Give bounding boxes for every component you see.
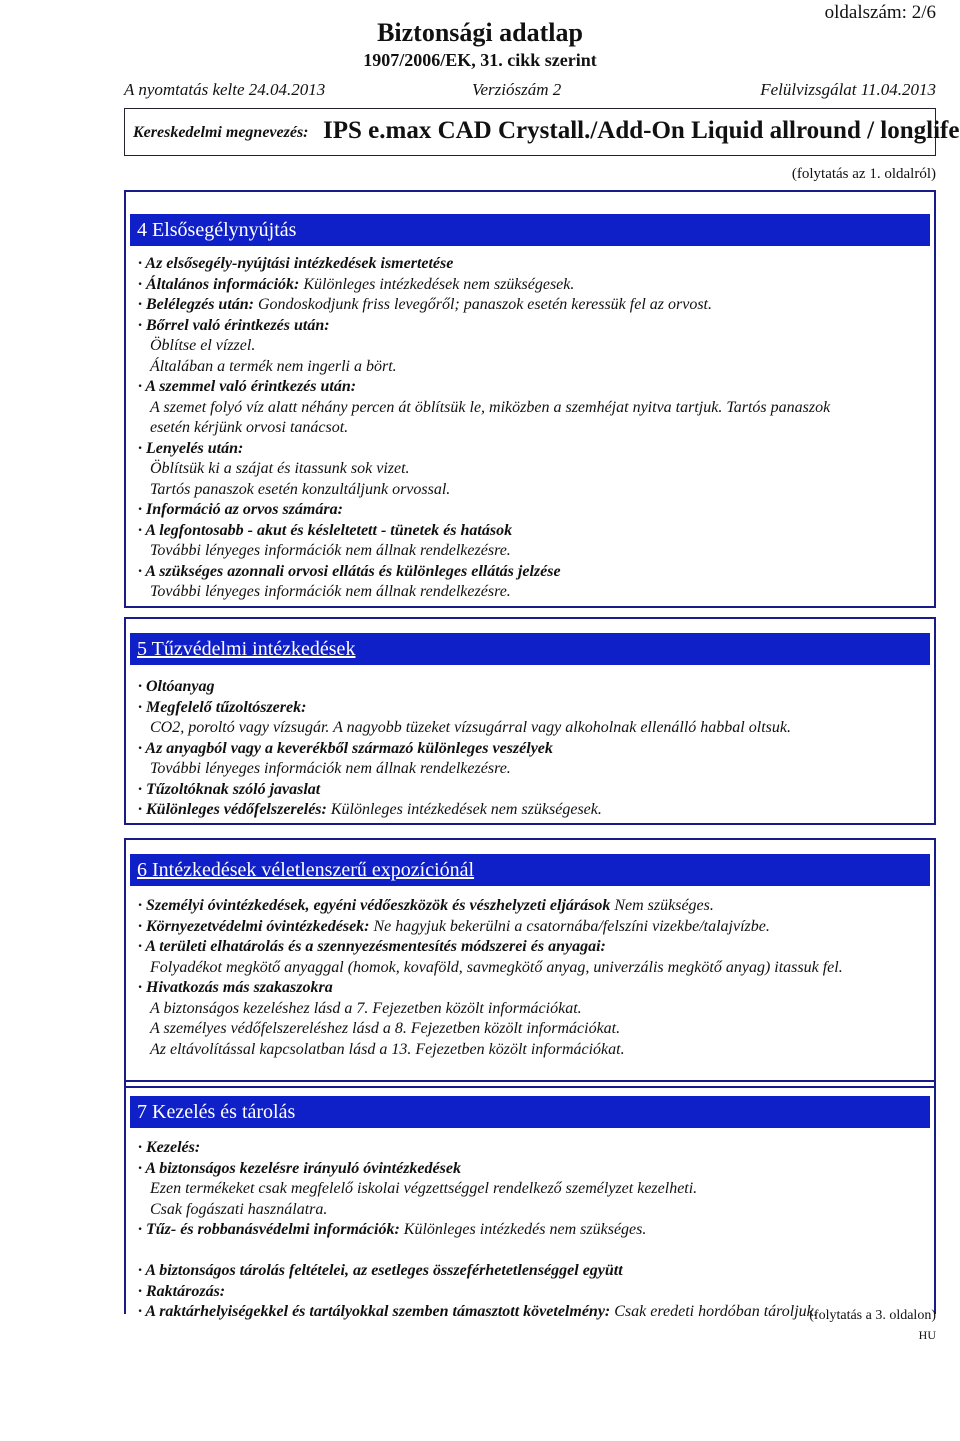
s4-line: · Az elsősegély-nyújtási intézkedések ismertetése: [138, 255, 454, 272]
s4-line: esetén kérjünk orvosi tanácsot.: [150, 419, 349, 436]
section-4: [124, 190, 936, 608]
s4-line: Öblítsük ki a szájat és itassunk sok vizet.: [150, 460, 410, 477]
s4-line: · Belélegzés után: Gondoskodjunk friss levegőről; panaszok esetén keressük fel az orvost.: [138, 296, 712, 313]
s5-line: · Tűzoltóknak szóló javaslat: [138, 780, 321, 798]
s4-line: · A szemmel való érintkezés után:: [138, 378, 357, 395]
s6-line: · Személyi óvintézkedések, egyéni védőeszközök és vészhelyzeti eljárások Nem szükséges.: [138, 897, 714, 914]
trade-name-value: IPS e.max CAD Crystall./Add-On Liquid allround / longlife: [323, 117, 960, 144]
trade-name-box: [124, 108, 960, 156]
section-6-content: [138, 896, 924, 1060]
section-6: [124, 838, 936, 1088]
s5-line: · Különleges védőfelszerelés: Különleges intézkedések nem szükségesek.: [138, 801, 602, 818]
meta-line: [124, 80, 936, 102]
s7-spacer: [138, 1241, 924, 1262]
s7-line: Csak fogászati használatra.: [150, 1200, 328, 1218]
s6-line: Folyadékot megkötő anyaggal (homok, kovaföld, savmegkötő anyag, univerzális megkötő anyag) itassuk fel.: [150, 958, 843, 976]
section-5-heading: 5 Tűzvédelmi intézkedések: [130, 633, 930, 665]
s4-line: · Információ az orvos számára:: [138, 501, 343, 518]
s4-line: Általában a termék nem ingerli a bört.: [150, 357, 397, 375]
s4-line: · A szükséges azonnali orvosi ellátás és különleges ellátás jelzése: [138, 562, 561, 580]
section-7-content: [138, 1138, 924, 1323]
section-5-content: [138, 677, 924, 821]
section-6-heading: 6 Intézkedések véletlenszerű expozíciónál: [130, 854, 930, 886]
page-number: oldalszám: 2/6: [824, 2, 936, 23]
s5-line: További lényeges információk nem állnak rendelkezésre.: [150, 760, 511, 777]
s7-line: · Raktározás:: [138, 1282, 226, 1300]
continued-to-note: (folytatás a 3. oldalon): [809, 1308, 936, 1323]
s4-line: · Általános információk: Különleges intézkedések nem szükségesek.: [138, 275, 575, 293]
s5-line: CO2, poroltó vagy vízsugár. A nagyobb tüzeket vízsugárral vagy alkoholnak ellenálló habbal oltsuk.: [150, 719, 791, 736]
s4-line: · Lenyelés után:: [138, 439, 244, 457]
s7-line: · Tűz- és robbanásvédelmi információk: Különleges intézkedés nem szükséges.: [138, 1221, 647, 1238]
s4-line: · A legfontosabb - akut és késleltetett - tünetek és hatások: [138, 521, 513, 539]
s6-line: A biztonságos kezeléshez lásd a 7. Fejezetben közölt információkat.: [150, 999, 582, 1017]
s6-line: A személyes védőfelszereléshez lásd a 8. Fejezetben közölt információkat.: [150, 1020, 621, 1037]
version: Verziószám 2: [472, 80, 562, 99]
s6-line: · A területi elhatárolás és a szennyezésmentesítés módszerei és anyagai:: [138, 938, 606, 955]
language-code: HU: [918, 1328, 936, 1342]
s4-line: Öblítse el vízzel.: [150, 337, 256, 354]
s4-line: További lényeges információk nem állnak rendelkezésre.: [150, 542, 511, 559]
section-5: [124, 617, 936, 825]
s7-line: · A biztonságos tárolás feltételei, az esetleges összeférhetetlenséggel együtt: [138, 1262, 623, 1279]
s4-line: A szemet folyó víz alatt néhány percen át öblítsük le, miközben a szemhéjat nyitva tartjuk. Tartós panaszok: [150, 398, 831, 416]
s4-line: További lényeges információk nem állnak rendelkezésre.: [150, 583, 511, 600]
document-subtitle: 1907/2006/EK, 31. cikk szerint: [363, 50, 597, 70]
section-4-heading: 4 Elsősegélynyújtás: [130, 214, 930, 246]
continued-from-note: (folytatás az 1. oldalról): [791, 166, 936, 182]
print-date: A nyomtatás kelte 24.04.2013: [124, 80, 326, 99]
s7-line: · A raktárhelyiségekkel és tartályokkal szemben támasztott követelmény: Csak eredeti hordóban tároljuk.: [138, 1303, 818, 1320]
s6-line: Az eltávolítással kapcsolatban lásd a 13. Fejezetben közölt információkat.: [150, 1040, 625, 1058]
s5-line: · Oltóanyag: [138, 678, 215, 695]
s4-line: Tartós panaszok esetén konzultáljunk orvossal.: [150, 480, 451, 498]
document-title: Biztonsági adatlap: [377, 18, 583, 47]
s6-line: · Környezetvédelmi óvintézkedések: Ne hagyjuk bekerülni a csatornába/felszíni vizekbe/talajvízbe.: [138, 917, 770, 935]
s5-line: · Az anyagból vagy a keverékből származó különleges veszélyek: [138, 739, 553, 757]
section-7-heading: 7 Kezelés és tárolás: [130, 1096, 930, 1128]
trade-name-label: Kereskedelmi megnevezés:: [133, 124, 309, 141]
s7-line: · Kezelés:: [138, 1139, 201, 1156]
revision-date: Felülvizsgálat 11.04.2013: [760, 80, 936, 99]
s7-line: · A biztonságos kezelésre irányuló óvintézkedések: [138, 1159, 461, 1177]
s4-line: · Bőrrel való érintkezés után:: [138, 316, 330, 334]
section-4-content: [138, 254, 924, 603]
s6-line: · Hivatkozás más szakaszokra: [138, 979, 333, 996]
s7-line: Ezen termékeket csak megfelelő iskolai végzettséggel rendelkező személyzet kezelheti.: [150, 1180, 698, 1197]
s5-line: · Megfelelő tűzoltószerek:: [138, 698, 307, 716]
